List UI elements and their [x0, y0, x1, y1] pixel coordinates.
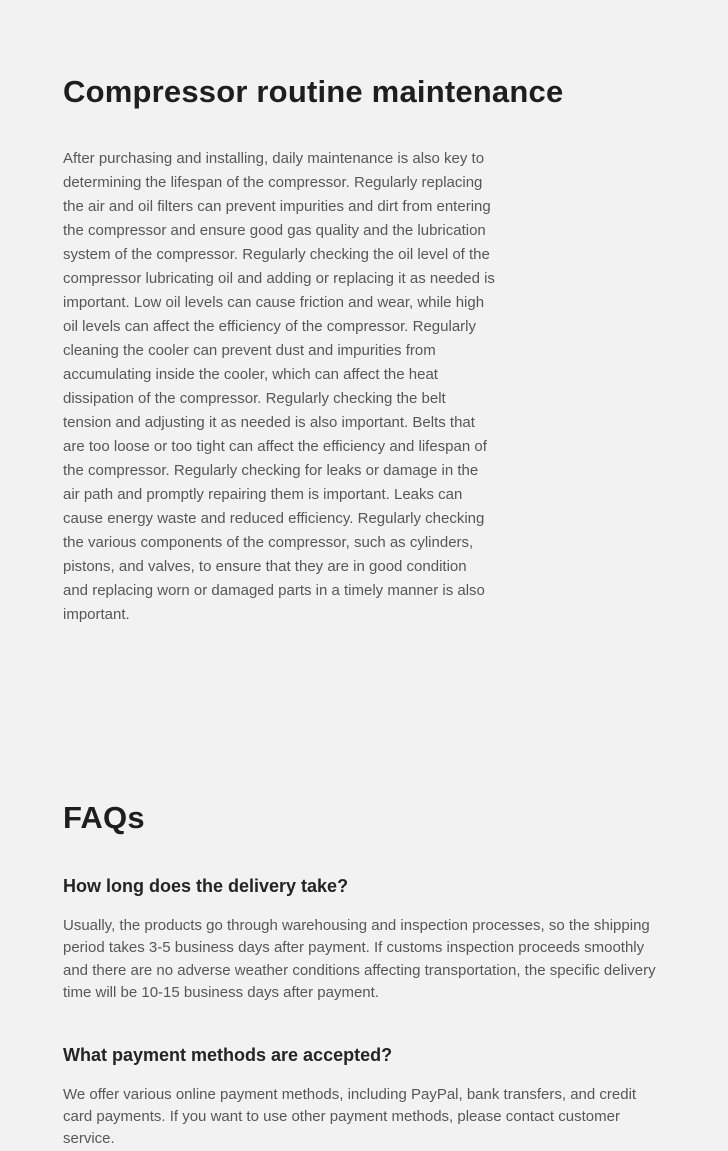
faq-section — [63, 800, 658, 1151]
faq-item — [63, 1045, 658, 1151]
maintenance-section-title: Compressor routine maintenance — [63, 74, 564, 109]
faq-item — [63, 876, 658, 1005]
faq-answer-payment: We offer various online payment methods, including PayPal, bank transfers, and credit card payments. If you want to use other payment methods, please contact customer service. — [63, 1085, 637, 1148]
faq-question-delivery: How long does the delivery take? — [63, 876, 349, 896]
maintenance-section — [63, 0, 658, 627]
faq-answer-delivery: Usually, the products go through warehousing and inspection processes, so the shipping period takes 3-5 business days after payment. If customs inspection proceeds smoothly and there are no adverse weather conditions affecting transportation, the specific delivery time will be 10-15 business days after payment. — [63, 917, 656, 1002]
faq-section-title: FAQs — [63, 800, 145, 835]
faq-question-payment: What payment methods are accepted? — [63, 1044, 393, 1065]
faq-list — [63, 876, 658, 1151]
maintenance-paragraph: After purchasing and installing, daily maintenance is also key to determining the lifespan of the compressor. Regularly replacing the air and oil filters can prevent impurities and dirt from entering the compressor and ensure good gas quality and the lubrication system of the compressor. Regularly checking the oil level of the compressor lubricating oil and adding or replacing it as needed is important. Low oil levels can cause friction and wear, while high oil levels can affect the efficiency of the compressor. Regularly cleaning the cooler can prevent dust and impurities from accumulating inside the cooler, which can affect the heat dissipation of the compressor. Regularly checking the belt tension and adjusting it as needed is also important. Belts that are too loose or too tight can affect the efficiency and lifespan of the compressor. Regularly checking for leaks or damage in the air path and promptly repairing them is important. Leaks can cause energy waste and reduced efficiency. Regularly checking the various components of the compressor, such as cylinders, pistons, and valves, to ensure that they are in good condition and replacing worn or damaged parts in a timely manner is also important. — [63, 150, 495, 623]
